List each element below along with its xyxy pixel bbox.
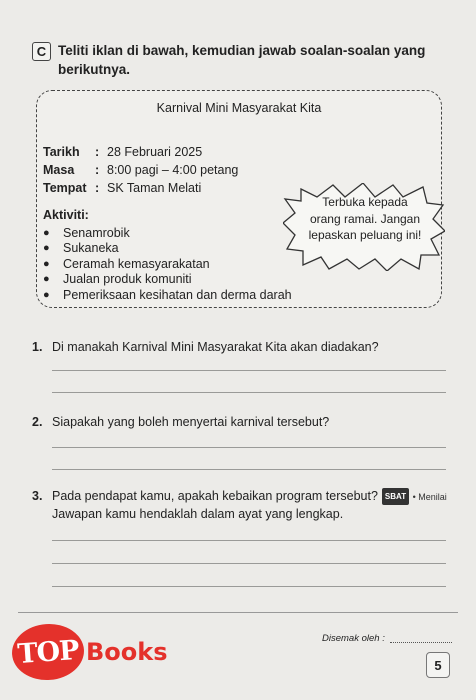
aktiviti-item: ● Jualan produk komuniti (43, 272, 192, 287)
question-2 (32, 414, 452, 431)
logo-books-text: Books (86, 638, 168, 666)
topbooks-logo (12, 624, 168, 680)
answer-line[interactable] (52, 563, 446, 564)
info-row-tempat (43, 179, 238, 197)
aktiviti-item: ● Sukaneka (43, 241, 119, 256)
ad-title: Karnival Mini Masyarakat Kita (156, 101, 322, 115)
tempat-separator: : (95, 181, 100, 195)
starburst-text: Terbuka kepada orang ramai. Jangan lepaskan peluang ini! (308, 195, 422, 242)
disemak-label: Disemak oleh : (322, 633, 385, 644)
question-number: 1. (32, 340, 43, 354)
instruction-line-2: berikutnya. (58, 62, 131, 77)
masa-label: Masa (43, 163, 75, 177)
question-number: 2. (32, 415, 43, 429)
sbat-badge: SBAT (382, 488, 409, 505)
aktiviti-label: Aktiviti: (43, 208, 89, 222)
info-row-masa (43, 161, 238, 179)
advertisement-box (36, 90, 442, 308)
aktiviti-item: ● Ceramah kemasyarakatan (43, 256, 210, 271)
tempat-value: SK Taman Melati (107, 181, 202, 195)
tarikh-separator: : (95, 145, 100, 159)
question-1 (32, 339, 452, 356)
masa-separator: : (95, 163, 100, 177)
event-info (43, 143, 238, 197)
tarikh-value: 28 Februari 2025 (107, 145, 203, 159)
bullet-icon: ● (43, 273, 50, 286)
answer-line[interactable] (52, 447, 446, 448)
sbat-label: • Menilai (412, 492, 447, 502)
logo-top-text: TOP (10, 622, 86, 683)
question-text-line-2: Jawapan kamu hendaklah dalam ayat yang lengkap. (52, 507, 344, 521)
question-number: 3. (32, 489, 43, 503)
info-row-tarikh (43, 143, 238, 161)
question-text: Siapakah yang boleh menyertai karnival tersebut? (52, 415, 330, 429)
masa-value: 8:00 pagi – 4:00 petang (107, 163, 239, 177)
answer-line[interactable] (52, 469, 446, 470)
section-instruction (58, 41, 448, 79)
section-badge: C (32, 42, 51, 61)
aktiviti-item: ● Pemeriksaan kesihatan dan derma darah (43, 287, 292, 302)
answer-line[interactable] (52, 370, 446, 371)
instruction-line-1: Teliti iklan di bawah, kemudian jawab soalan-soalan yang (58, 43, 426, 58)
answer-line[interactable] (52, 586, 446, 587)
bullet-icon: ● (43, 242, 50, 255)
aktiviti-item: ● Senamrobik (43, 225, 130, 240)
bullet-icon: ● (43, 226, 50, 239)
page-number: 5 (426, 652, 450, 678)
answer-line[interactable] (52, 540, 446, 541)
answer-line[interactable] (52, 392, 446, 393)
bullet-icon: ● (43, 257, 50, 270)
aktiviti-list (43, 225, 292, 303)
tarikh-label: Tarikh (43, 145, 80, 159)
bullet-icon: ● (43, 288, 50, 301)
question-text: Di manakah Karnival Mini Masyarakat Kita akan diadakan? (52, 340, 379, 354)
tempat-label: Tempat (43, 181, 87, 195)
signature-dotted-line (390, 642, 452, 643)
question-text: Pada pendapat kamu, apakah kebaikan program tersebut? (52, 489, 378, 503)
question-3 (32, 488, 452, 523)
footer-divider (18, 612, 458, 613)
